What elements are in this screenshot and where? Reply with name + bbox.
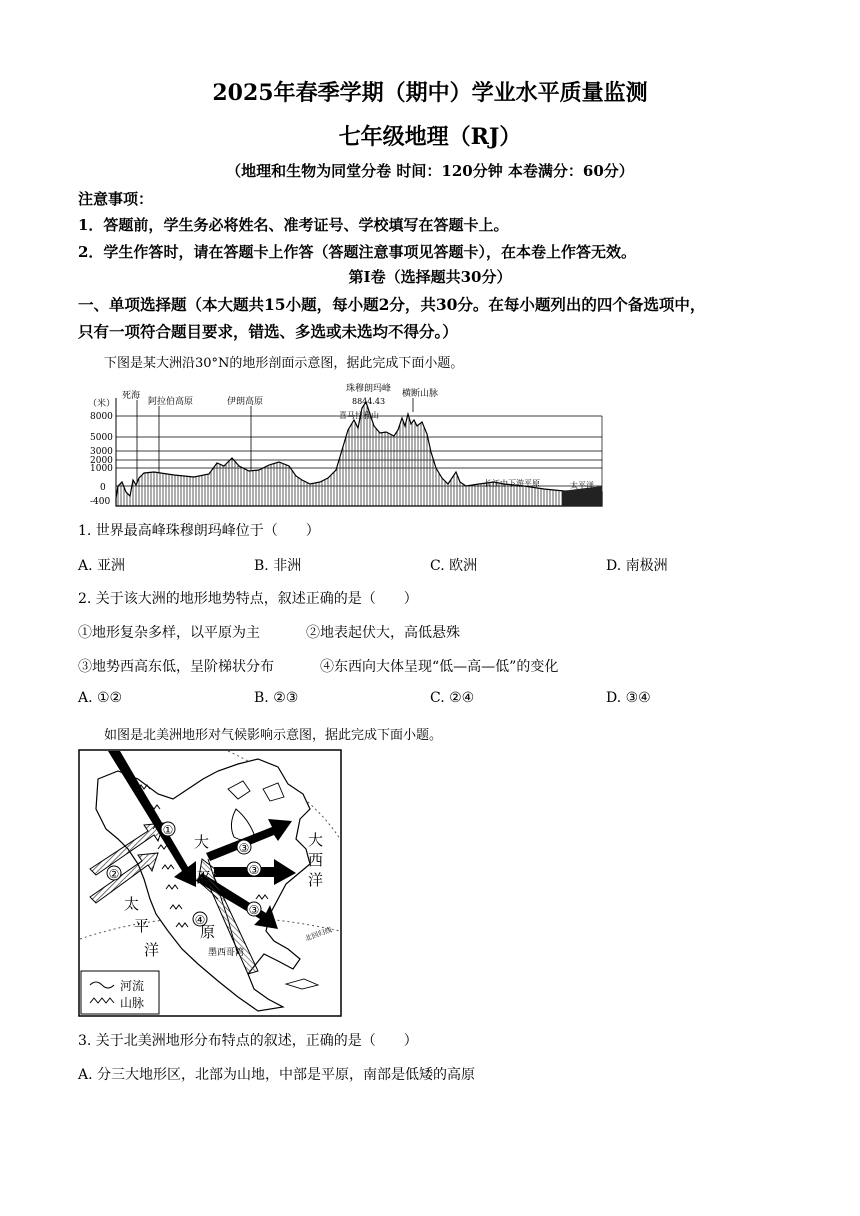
marker-4: ④ [194,913,206,927]
exam-subtitle: 七年级地理（RJ） [338,124,522,150]
legend-river-label: 河流 [120,979,145,993]
q2-statement-2: ②地表起伏大，高低悬殊 [306,625,460,641]
label-iran-plateau: 伊朗高原 [227,397,264,407]
label-hengduan: 横断山脉 [402,389,439,399]
label-yang-atlantic: 洋 [308,871,324,889]
label-ping-pacific: 平 [134,917,150,935]
section-title: 第Ⅰ卷（选择题共30分） [348,268,512,286]
q1-stem: 1. 世界最高峰珠穆朗玛峰位于（ ） [78,523,320,539]
label-everest-height: 8844.43 [352,397,386,406]
y-tick: 1000 [90,464,113,474]
intro-north-america: 如图是北美洲地形对气候影响示意图，据此完成下面小题。 [104,728,443,743]
y-tick: 8000 [90,412,113,422]
north-america-map [78,749,342,1017]
q2-statement-3: ③地势西高东低，呈阶梯状分布 [78,659,274,675]
marker-3b: ③ [248,863,260,877]
section-instruction-2: 只有一项符合题目要求，错选、多选或未选均不得分。） [78,322,458,341]
q1-option-c[interactable]: C. 欧洲 [430,558,478,574]
note-item-1: 1．答题前，学生务必将姓名、准考证号、学校填写在答题卡上。 [78,216,509,234]
y-tick: 3000 [90,447,113,457]
exam-info: （地理和生物为同堂分卷 时间：120分钟 本卷满分：60分） [226,162,634,180]
q2-option-b[interactable]: B. ②③ [254,690,299,706]
label-pacific: 太平洋 [570,481,594,490]
label-yuan-plain: 原 [200,923,216,941]
marker-3a: ③ [238,841,250,855]
y-tick: 0 [100,483,106,493]
label-dead-sea: 死海 [122,391,141,401]
label-tai-pacific: 太 [124,895,140,913]
q3-option-a[interactable]: A. 分三大地形区，北部为山地，中部是平原，南部是低矮的高原 [78,1067,476,1083]
legend-mountain-label: 山脉 [120,996,145,1010]
q2-statement-4: ④东西向大体呈现“低—高—低”的变化 [320,659,559,675]
y-tick: -400 [90,497,111,507]
q1-option-d[interactable]: D. 南极洲 [606,558,668,574]
label-xi-atlantic: 西 [308,851,324,869]
q2-option-d[interactable]: D. ③④ [606,690,651,706]
q1-option-a[interactable]: A. 亚洲 [78,558,126,574]
label-everest: 珠穆朗玛峰 [346,384,392,394]
label-da-plain: 大 [194,833,210,851]
q2-option-c[interactable]: C. ②④ [430,690,475,706]
label-tropic-of-cancer: 北回归线 [303,925,333,943]
intro-profile: 下图是某大洲沿30°N的地形剖面示意图，据此完成下面小题。 [104,356,464,371]
exam-title: 2025年春季学期（期中）学业水平质量监测 [212,80,648,106]
notes-heading: 注意事项： [78,190,154,208]
label-yangtze-plain: 长江中下游平原 [484,479,540,488]
section-instruction-1: 一、单项选择题（本大题共15小题，每小题2分，共30分。在每小题列出的四个备选项中， [78,295,706,314]
y-tick: 2000 [90,456,113,466]
y-tick: 5000 [90,433,113,443]
label-yang-pacific: 洋 [144,941,160,959]
note-item-2: 2．学生作答时，请在答题卡上作答（答题注意事项见答题卡），在本卷上作答无效。 [78,243,636,261]
terrain-profile-figure [84,378,604,510]
q2-statement-1: ①地形复杂多样，以平原为主 [78,625,260,641]
marker-1: ① [162,823,174,837]
q3-stem: 3. 关于北美洲地形分布特点的叙述，正确的是（ ） [78,1033,418,1049]
label-himalaya: 喜马拉雅山 [339,411,379,420]
label-arabian-plateau: 阿拉伯高原 [148,397,194,407]
q2-stem: 2. 关于该大洲的地形地势特点，叙述正确的是（ ） [78,591,418,607]
y-unit-label: （米） [88,399,116,409]
label-ping-plain: 平 [196,869,212,887]
marker-3c: ③ [248,903,260,917]
q2-option-a[interactable]: A. ①② [78,690,123,706]
label-gulf-of-mexico: 墨西哥湾 [208,948,245,958]
marker-2: ② [108,867,120,881]
label-da-atlantic: 大 [308,831,324,849]
q1-option-b[interactable]: B. 非洲 [254,558,302,574]
